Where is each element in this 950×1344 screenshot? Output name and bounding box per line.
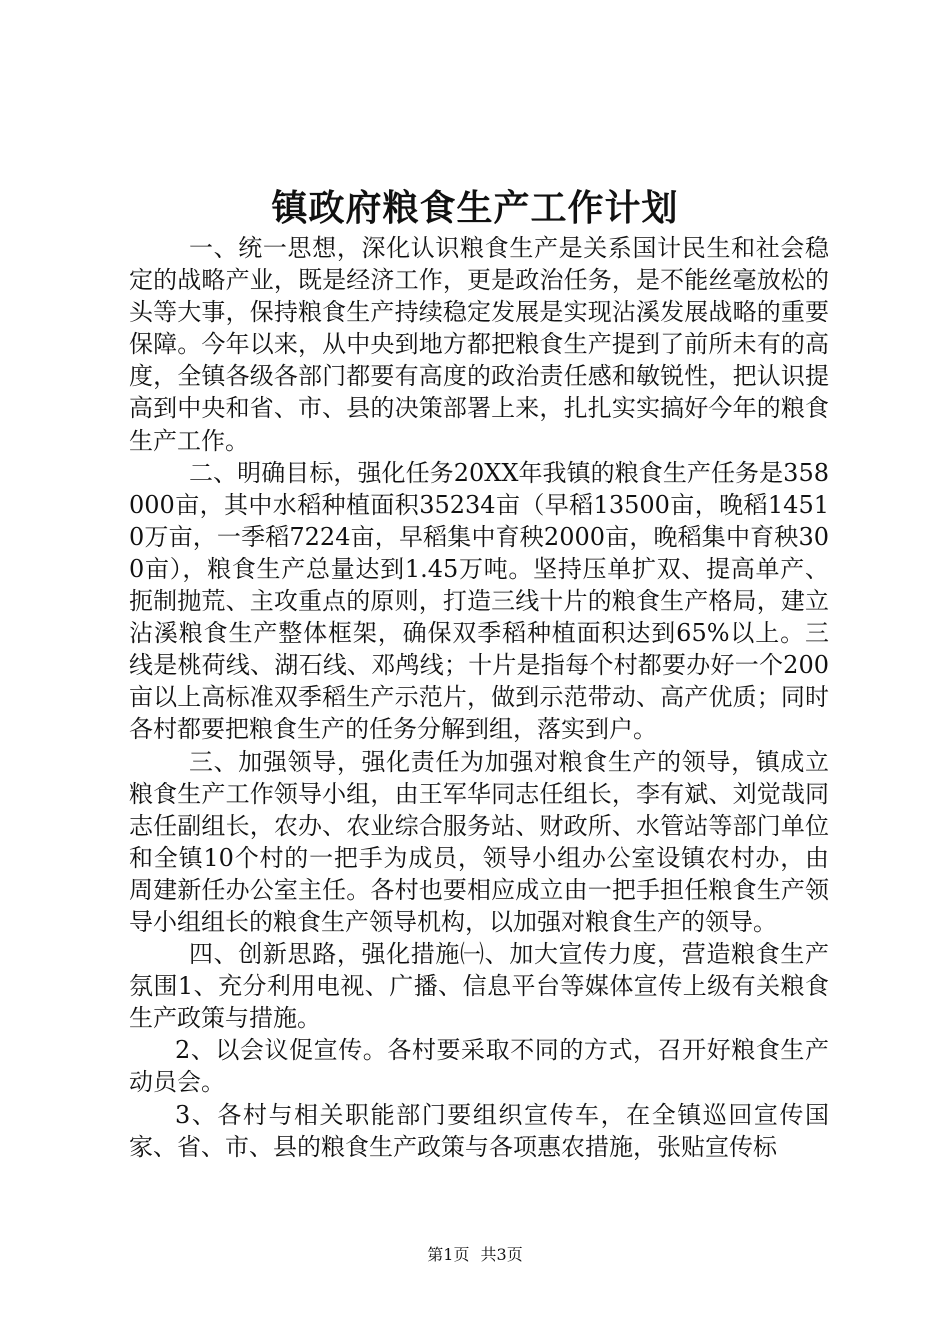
paragraph-2: 二、明确目标，强化任务20XX年我镇的粮食生产任务是358000亩，其中水稻种植面积35234亩（早稻13500亩，晚稻14510万亩，一季稻7224亩，早稻集中育秧2000亩，晚稻集中育秧300亩），粮食生产总量达到1.45万吨。坚持压单扩双、提高单产、扼制抛荒、主攻重点的原则，打造三线十片的粮食生产格局，建立沾溪粮食生产整体框架，确保双季稻种植面积达到65%以上。三线是桃荷线、湖石线、邓鸬线；十片是指每个村都要办好一个200亩以上高标准双季稻生产示范片，做到示范带动、高产优质；同时各村都要把粮食生产的任务分解到组，落实到户。 <box>129 458 829 744</box>
paragraph-6: 3、各村与相关职能部门要组织宣传车，在全镇巡回宣传国家、省、市、县的粮食生产政策与各项惠农措施，张贴宣传标 <box>129 1100 829 1161</box>
document-body <box>129 232 829 1163</box>
paragraph-4: 四、创新思路，强化措施㈠、加大宣传力度，营造粮食生产氛围1、充分利用电视、广播、信息平台等媒体宣传上级有关粮食生产政策与措施。 <box>129 940 829 1033</box>
page-number: 第1页 <box>427 1245 470 1264</box>
document-title: 镇政府粮食生产工作计划 <box>271 187 679 229</box>
page-footer <box>0 1243 950 1267</box>
paragraph-5: 2、以会议促宣传。各村要采取不同的方式，召开好粮食生产动员会。 <box>129 1036 829 1097</box>
paragraph-1: 一、统一思想，深化认识粮食生产是关系国计民生和社会稳定的战略产业，既是经济工作，更是政治任务，是不能丝毫放松的头等大事，保持粮食生产持续稳定发展是实现沾溪发展战略的重要保障。今年以来，从中央到地方都把粮食生产提到了前所未有的高度，全镇各级各部门都要有高度的政治责任感和敏锐性，把认识提高到中央和省、市、县的决策部署上来，扎扎实实搞好今年的粮食生产工作。 <box>129 234 829 455</box>
paragraph-3: 三、加强领导，强化责任为加强对粮食生产的领导，镇成立粮食生产工作领导小组，由王军华同志任组长，李有斌、刘觉哉同志任副组长，农办、农业综合服务站、财政所、水管站等部门单位和全镇10个村的一把手为成员，领导小组办公室设镇农村办，由周建新任办公室主任。各村也要相应成立由一把手担任粮食生产领导小组组长的粮食生产领导机构，以加强对粮食生产的领导。 <box>129 747 829 936</box>
page-total: 共3页 <box>480 1245 523 1264</box>
